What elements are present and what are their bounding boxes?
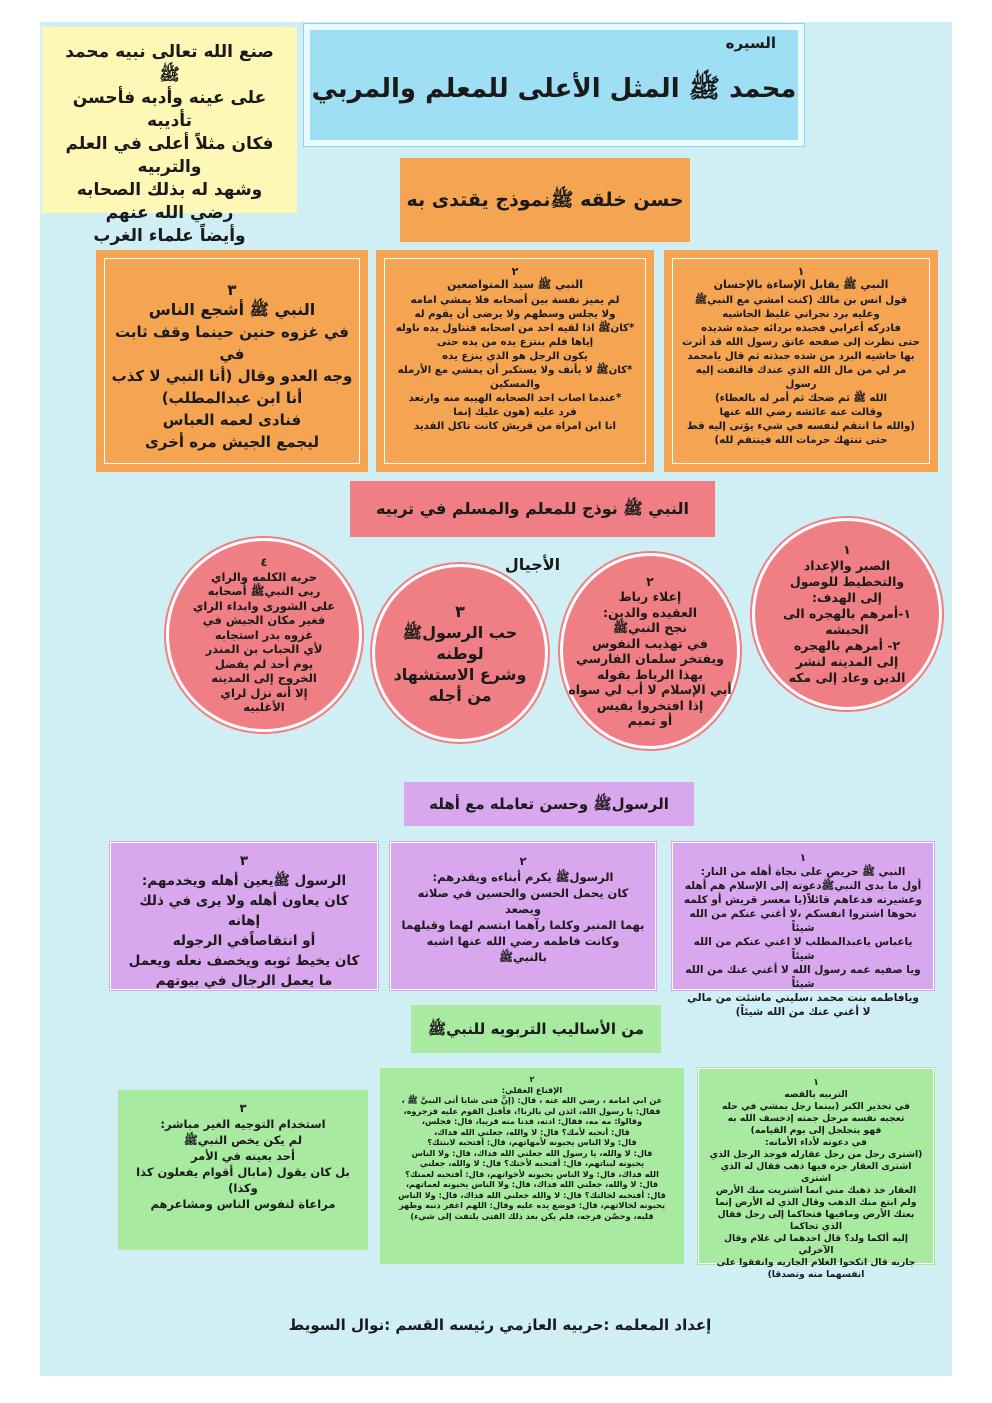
- morals-card-1: [664, 250, 938, 472]
- morals-heading: حسن خلقه ﷺنموذج يقتدى به: [400, 158, 690, 242]
- family-heading: الرسولﷺ وحسن تعامله مع أهله: [404, 782, 694, 826]
- methods-heading: من الأساليب التربويه للنبيﷺ: [411, 1005, 661, 1053]
- family-card-2: ٢ الرسولﷺ يكرم أبناءه ويقدرهم: كان يحمل الحسن والحسين في صلاته ويصعد بهما المنبر وكلما رآهما ابتسم لهما وقبلهما وكانت فاطمه رضي الله عنها اشبه بالنبيﷺ: [390, 842, 656, 990]
- intro-note: صنع الله تعالى نبيه محمد ﷺ على عينه وأدبه فأحسن تأديبه فكان مثلاً أعلى في العلم والتربيه وشهد له بذلك الصحابه رضي الله عنهم وأيضاً علماء الغرب: [42, 27, 297, 213]
- teacher-heading: النبي ﷺ نوذج للمعلم والمسلم في تربيه الأجيال: [350, 481, 715, 537]
- card-text: في غزوه حنين حينما وقف ثابت في وجه العدو وقال (أنا النبي لا كذب أنا ابن عبدالمطلب) فنادى لعمه العباس ليجمع الجيش مره أخرى: [111, 323, 353, 451]
- morals-card-3: [96, 250, 368, 472]
- family-card-3: ٣ الرسول ﷺيعين أهله ويخدمهم: كان يعاون أهله ولا يرى في ذلك إهانه أو انتقاصاًفي الرجوله كان يخيط ثوبه ويخصف نعله ويعمل ما يعمل الرجال في بيوتهم: [110, 842, 378, 990]
- page-title: محمد ﷺ المثل الأعلى للمعلم والمربي: [311, 74, 797, 104]
- ellipse-text: ٣ حب الرسولﷺ لوطنه وشرع الاستشهاد من أجله: [393, 601, 527, 705]
- card-text: قول انس بن مالك (كنت امشي مع النبيﷺ وعليه برد نجراني غليظ الحاشيه فادركه أعرابي فجبذه بردائه جبذه شديده حتى نظرت إلى صفحه عاتق رسول الله قد أثرت بها حاشيه البرد من شده جبذته ثم قال يامحمد مر لي من مال الله الذي عندك فالتفت إليه رسول الله ﷺ ثم ضحك ثم أمر له بالعطاء) وقالت عنه عائشه رضي الله عنها (والله ما انتقم لنفسه في شيء يؤتى إليه قط حتى تنتهك حرمات الله فينتقم لله): [682, 295, 920, 446]
- card-title: النبي ﷺ يقابل الإساءة بالإحسان: [713, 278, 889, 291]
- family-card-1: ١ النبي ﷺ حريص على نجاة أهله من النار: أول ما بدى النبيﷺدعوته إلى الإسلام هم أهله وعشيرته فدعاهم قائلاً(يا معسر قريش أو كلمه نحوها اشتروا انفسكم ،لا أغني عنكم من الله شيئاً ياعباس ياعبدالمطلب لا اغني عنكم من الله شيئاً ويا صفيه عمه رسول الله لا أغني عنك من الله شيئاً ويافاطمه بنت محمد ،سليني ماشئت من مالي لا أغني عنك من الله شيئاً): [672, 842, 934, 990]
- card-number: ١: [797, 265, 805, 278]
- card-text: لم يميز نفسة بين أصحابه فلا يمشي امامه ولا يجلس وسطهم ولا يرضى أن يقوم له *كانﷺ اذا لقيه احد من اصحابه فتناول يده ناوله إياها فلم ينتزع يده من يده حتى يكون الرجل هو الذي ينزع يده *كانﷺ لا يأنف ولا يستكبر أن يمشي مع الأرمله والمسكين *عندما اصاب احد الصحابه الهيبه منه وارتعد فرد عليه (هون عليك إنما انا ابن امراة من قريش كانت تاكل القديد: [395, 295, 635, 432]
- card-title: النبي ﷺ سيد المتواضعين: [446, 278, 584, 291]
- subject-label: السيره: [725, 34, 776, 52]
- methods-card-3: ٣ استخدام التوجيه الغير مباشر: لم يكن يخص النبيﷺ أحد بعينه في الأمر بل كان يقول (مابال أقوام يفعلون كذا وكذا) مراعاة لنفوس الناس ومشاعرهم: [118, 1090, 368, 1250]
- card-number: ٣: [227, 281, 237, 299]
- card-title: النبي ﷺ أشجع الناس: [148, 300, 316, 319]
- teacher-ellipse-1: [752, 518, 942, 710]
- footer-credits: إعداد المعلمه :حربيه العازمي رئيسه القسم :نوال السويط: [288, 1316, 712, 1334]
- title-banner: [304, 24, 804, 146]
- methods-card-1: ١ التربيه بالقصه في تحذير الكبر (بينما رجل يمشي في حله تعجبه نفسه مرجل جمته إذخسف الله به فهو يتجلجل إلى يوم القيامه) في دعوته لأداء الأمانه: (اشترى رجل من رجل عقارله فوجد الرجل الذي اشترى العقار جره فيها ذهب فقال له الذي اشترى العقار خذ ذهبك مني انما اشتريت منك الأرض ولم ابتع منك الذهب وقال الذي له الأرض إنما بعتك الأرض ومافيها فتحاكما إلى رجل فقال الذي تحاكما إليه ألكما ولد؟ قال احدهما لي غلام وقال الآخرلي جاريه قال انكحوا الغلام الجاريه وانفقوا على انفسهما منه وتصدقا): [698, 1068, 934, 1264]
- teacher-ellipse-2: [560, 553, 740, 749]
- teacher-ellipse-3: [372, 564, 548, 742]
- ellipse-text: ٢ إعلاء رباط العقيده والدين: نجح النبيﷺ في تهذيب النفوس ويفتخر سلمان الفارسي بهذا الرباط بقوله أبي الإسلام لا أب لي سواه إذا افتخروا بقيس أو تميم: [568, 573, 732, 728]
- teacher-ellipse-4: [166, 538, 362, 732]
- morals-card-2: [376, 250, 654, 472]
- card-number: ٢: [511, 265, 519, 278]
- ellipse-text: ١ الصبر والإعداد والتخطيط للوصول إلى الهدف: ١-أمرهم بالهجره الى الحبشه ٢- أمرهم بالهجره إلى المدينه لنشر الدين وعاد إلى مكه: [783, 542, 911, 685]
- methods-card-2: ٢ الإقناع العقلي: عن ابي امامة ، رضي الله عنه ، قال: (إنَّ فتى شابا أتى النبيَّ ﷺ ، فقال: يا رسول الله، ائذن لي بالزنا!، فأقبل القوم عليه فزجروه، وقالوا: مه مه، فقال: ادنه، فدنا منه قريبا، قال: فجلس، قال: أتحبه لأمك؟ قال: لا والله، جعلني الله فداك، قال: ولا الناس يحبونه لأمهاتهم، قال: أفتحبه لابنتك؟ قال: لا والله، يا رسول الله جعلني الله فداك، قال: ولا الناس يحبونه لبناتهم، قال: أفتحبه لأختك؟ قال: لا والله، جعلني الله فداك، قال: ولا الناس يحبونه لأخواتهم، قال: أفتحبه لعمتك؟ قال: لا والله، جعلني الله فداك، قال: ولا الناس يحبونه لعماتهم، قال: أفتحبه لخالتك؟ قال: لا والله جعلني الله فداك، قال: ولا الناس يحبونه لخالاتهم، قال: فوضع يده عليه وقال: اللهم اغفر ذنبه وطهر قلبه، وحصّن فرجه، فلم يكن بعد ذلك الفتى يلتفت إلى شيء): [380, 1068, 684, 1264]
- ellipse-text: ٤ حريه الكلمه والراي ربى النبيﷺ أصحابه على الشورى وابداء الراي فغير مكان الجيش في غزوه بدر استجابه لأي الحباب بن المنذر يوم أحد لم يفضل الخروج إلى المدينه إلا أنه نزل لراي الأغلبيه: [192, 555, 336, 715]
